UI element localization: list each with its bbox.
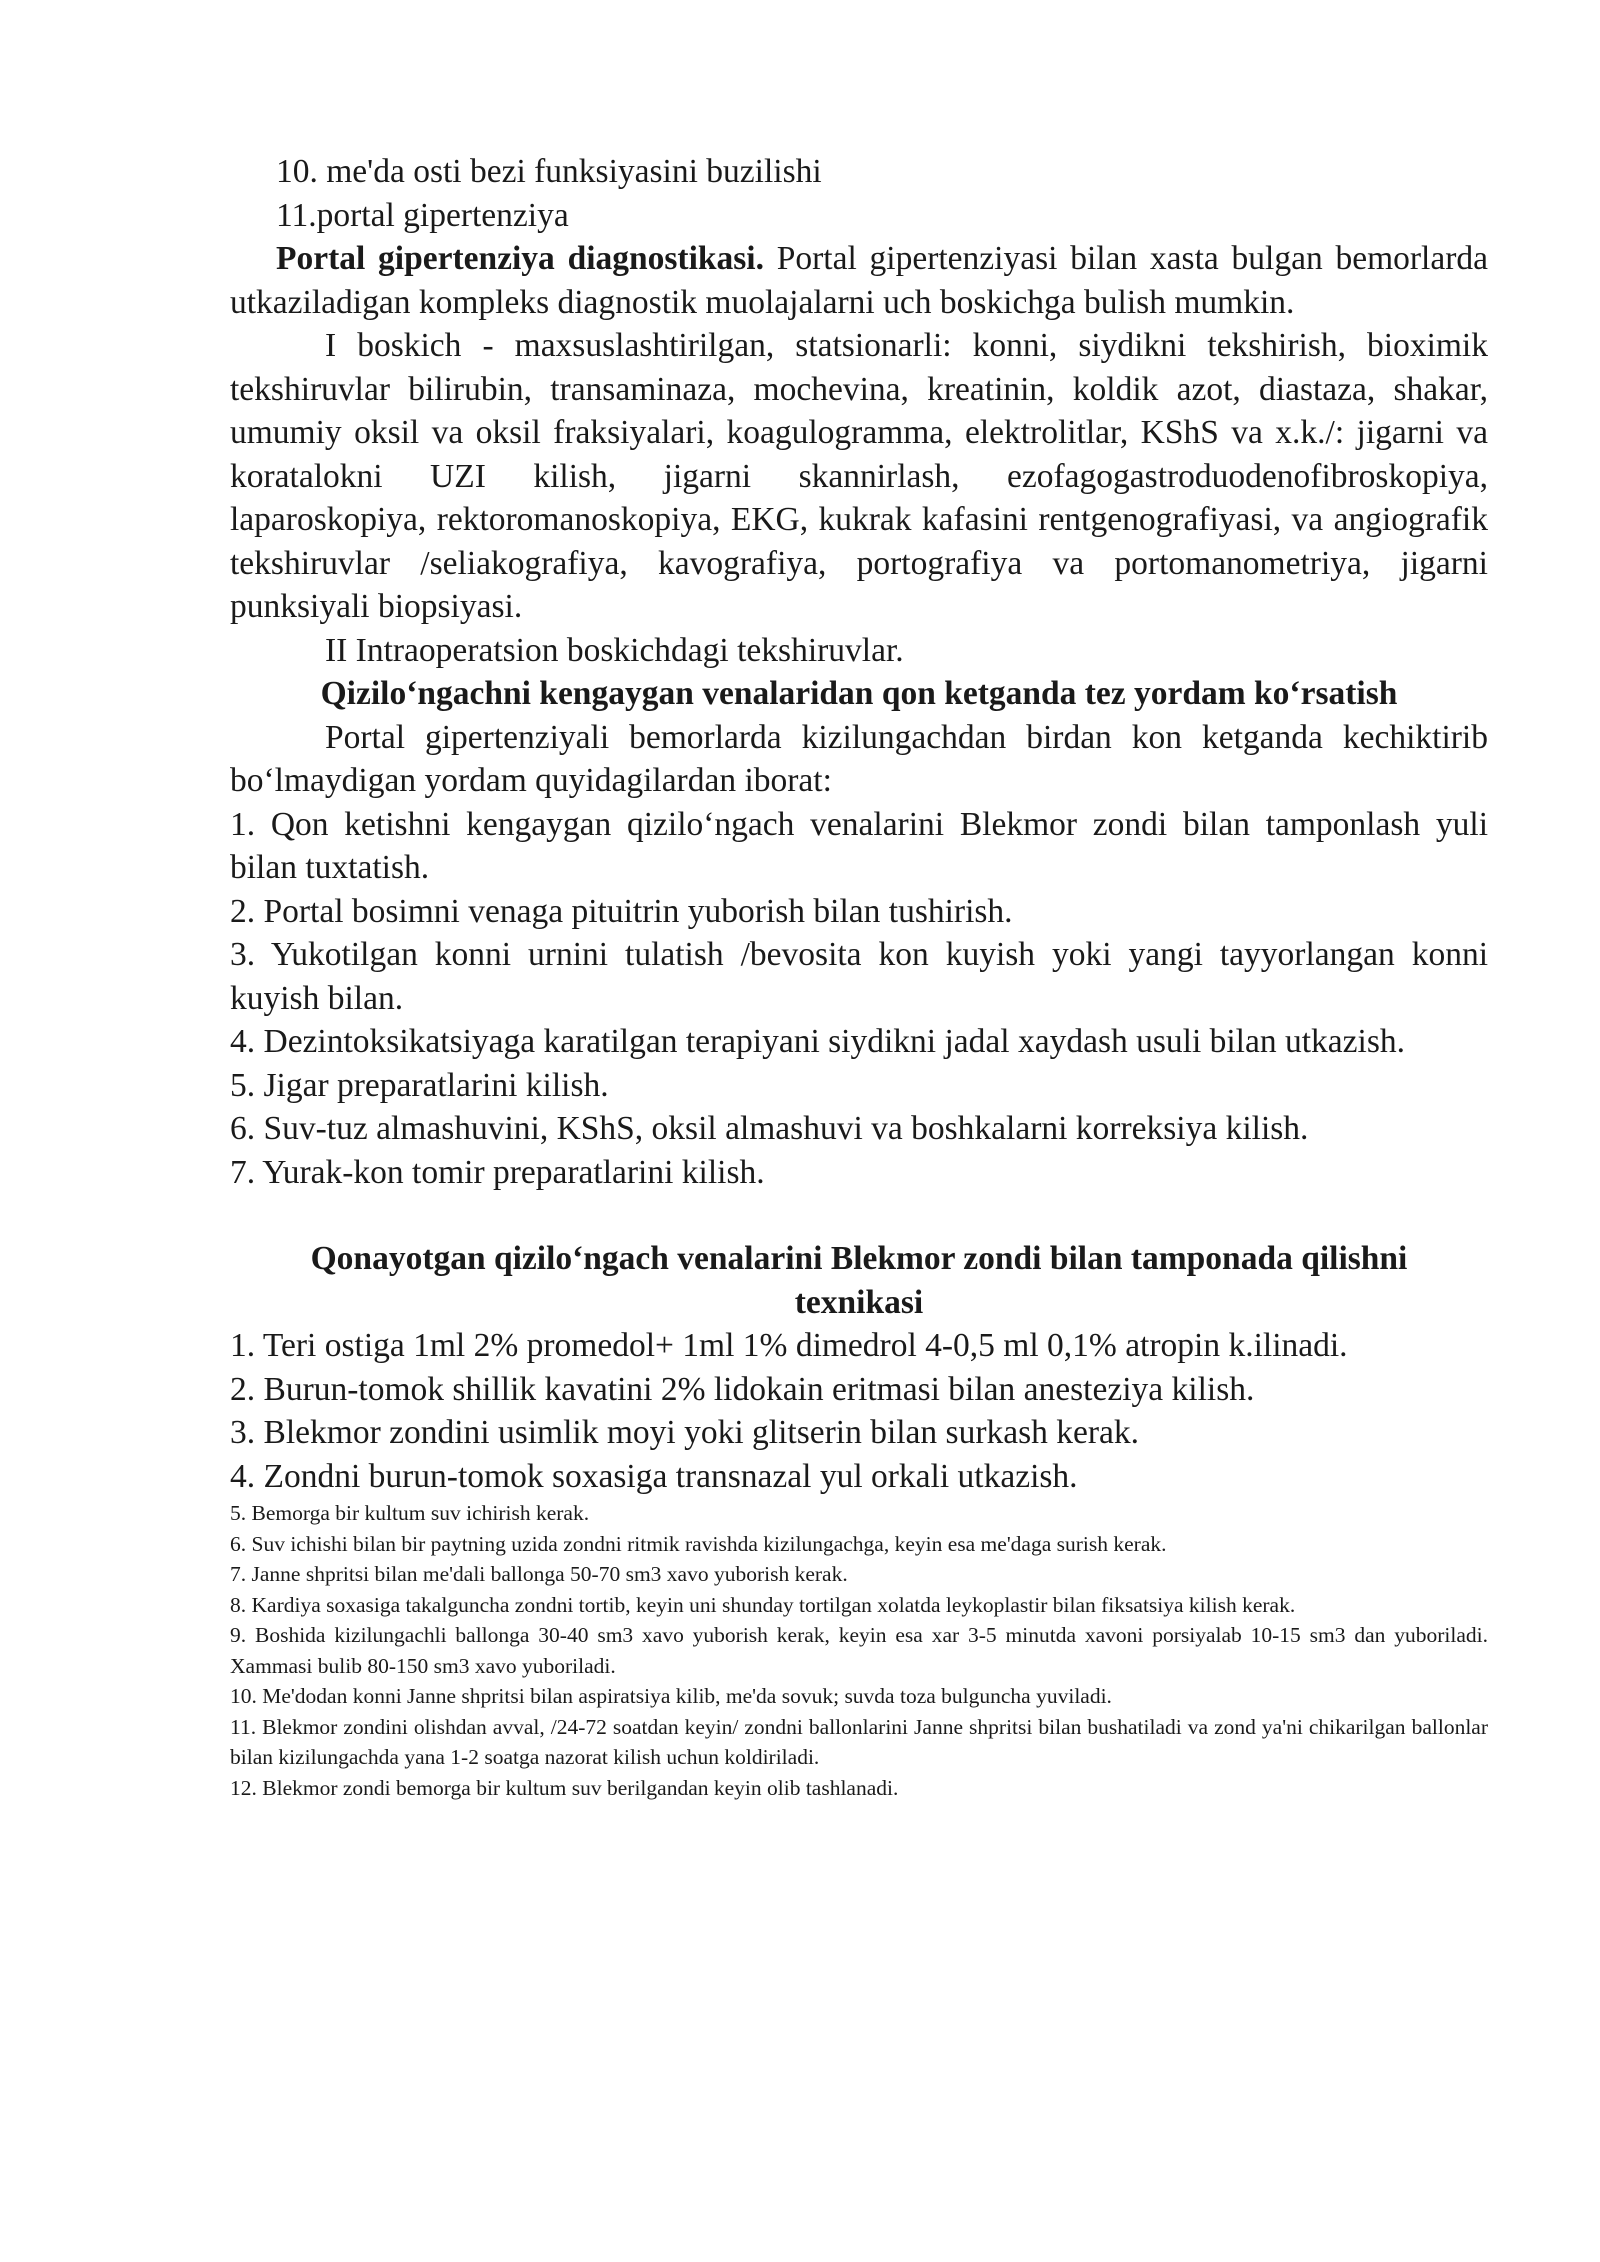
small-text-block xyxy=(230,1498,1488,1803)
technique-heading-line2: texnikasi xyxy=(794,1283,924,1321)
list-item: 4. Zondni burun-tomok soxasiga transnazal yul orkali utkazish. xyxy=(230,1457,1078,1495)
technique-heading xyxy=(230,1237,1488,1324)
list-item: 2. Burun-tomok shillik kavatini 2% lidokain eritmasi bilan anesteziya kilish. xyxy=(230,1370,1255,1408)
list-item: 9. Boshida kizilungachli ballonga 30-40 sm3 xavo yuborish kerak, keyin esa xar 3-5 minutda xavoni porsiyalab 10-15 sm3 dan yuboriladi. Xammasi bulib 80-150 sm3 xavo yuboriladi. xyxy=(230,1623,1488,1678)
list-item: 7. Janne shpritsi bilan me'dali ballonga 50-70 sm3 xavo yuborish kerak. xyxy=(230,1562,848,1586)
stage1-paragraph: I boskich - maxsuslashtirilgan, statsionarli: konni, siydikni tekshirish, bioximik tekshiruvlar bilirubin, transaminaza, mochevina, kreatinin, koldik azot, diastaza, shakar, umumiy oksil va oksil fraksiyalari, koagulogramma, elektrolitlar, KShS va x.k./: jigarni va koratalokni UZI kilish, jigarni skannirlash, ezofagogastroduodenofibroskopiya, laparoskopiya, rektoromanoskopiya, EKG, kukrak kafasini rentgenografiyasi, va angiografik tekshiruvlar /seliakografiya, kavografiya, portografiya va portomanometriya, jigarni punksiyali biopsiyasi. xyxy=(230,327,1488,625)
list-item: 3. Yukotilgan konni urnini tulatish /bevosita kon kuyish yoki yangi tayyorlangan konni kuyish bilan. xyxy=(230,936,1488,1017)
list-item: 1. Qon ketishni kengaygan qizilo‘ngach venalarini Blekmor zondi bilan tamponlash yuli bilan tuxtatish. xyxy=(230,805,1488,886)
list-item: 10. me'da osti bezi funksiyasini buzilishi xyxy=(276,153,822,190)
list-item: 2. Portal bosimni venaga pituitrin yuborish bilan tushirish. xyxy=(230,892,1013,930)
stage2-paragraph: II Intraoperatsion boskichdagi tekshiruvlar. xyxy=(325,631,904,669)
emergency-heading: Qizilo‘ngachni kengaygan venalaridan qon ketganda tez yordam ko‘rsatish xyxy=(320,675,1398,712)
main-text-block xyxy=(230,150,1488,1498)
list-item: 6. Suv-tuz almashuvini, KShS, oksil almashuvi va boshkalarni korreksiya kilish. xyxy=(230,1110,1309,1147)
list-item: 5. Bemorga bir kultum suv ichirish kerak. xyxy=(230,1501,590,1525)
blank-line xyxy=(230,1194,1488,1237)
list-item: 11.portal gipertenziya xyxy=(276,196,569,234)
list-item: 8. Kardiya soxasiga takalguncha zondni tortib, keyin uni shunday tortilgan xolatda leykoplastir bilan fiksatsiya kilish kerak. xyxy=(230,1592,1296,1617)
emergency-intro: Portal gipertenziyali bemorlarda kizilungachdan birdan kon ketganda kechiktirib bo‘lmaydigan yordam quyidagilardan iborat: xyxy=(230,718,1488,799)
diagnostics-paragraph xyxy=(230,237,1488,324)
list-item: 11. Blekmor zondini olishdan avval, /24-72 soatdan keyin/ zondni ballonlarini Janne shpritsi bilan bushatiladi va zond ya'ni chikarilgan ballonlar bilan kizilungachda yana 1-2 soatga nazorat kilish uchun koldiriladi. xyxy=(230,1714,1488,1769)
list-item: 1. Teri ostiga 1ml 2% promedol+ 1ml 1% dimedrol 4-0,5 ml 0,1% atropin k.ilinadi. xyxy=(230,1327,1348,1364)
diagnostics-heading: Portal gipertenziya diagnostikasi. xyxy=(276,240,764,277)
list-item: 4. Dezintoksikatsiyaga karatilgan terapiyani siydikni jadal xaydash usuli bilan utkazish. xyxy=(230,1023,1406,1060)
technique-heading-line1: Qonayotgan qizilo‘ngach venalarini Blekmor zondi bilan tamponada qilishni xyxy=(310,1240,1408,1277)
list-item: 6. Suv ichishi bilan bir paytning uzida zondni ritmik ravishda kizilungachga, keyin esa me'daga surish kerak. xyxy=(230,1531,1167,1556)
document-page xyxy=(230,150,1488,1803)
list-item: 7. Yurak-kon tomir preparatlarini kilish. xyxy=(230,1153,765,1191)
list-item: 10. Me'dodan konni Janne shpritsi bilan aspiratsiya kilib, me'da sovuk; suvda toza bulguncha yuviladi. xyxy=(230,1684,1112,1708)
diagnostics-intro: Portal gipertenziyasi bilan xasta bulgan bemorlarda utkaziladigan kompleks diagnostik muolajalarni uch boskichga bulish mumkin. xyxy=(230,240,1488,321)
list-item: 12. Blekmor zondi bemorga bir kultum suv berilgandan keyin olib tashlanadi. xyxy=(230,1775,899,1800)
list-item: 3. Blekmor zondini usimlik moyi yoki glitserin bilan surkash kerak. xyxy=(230,1414,1140,1451)
list-item: 5. Jigar preparatlarini kilish. xyxy=(230,1066,609,1104)
